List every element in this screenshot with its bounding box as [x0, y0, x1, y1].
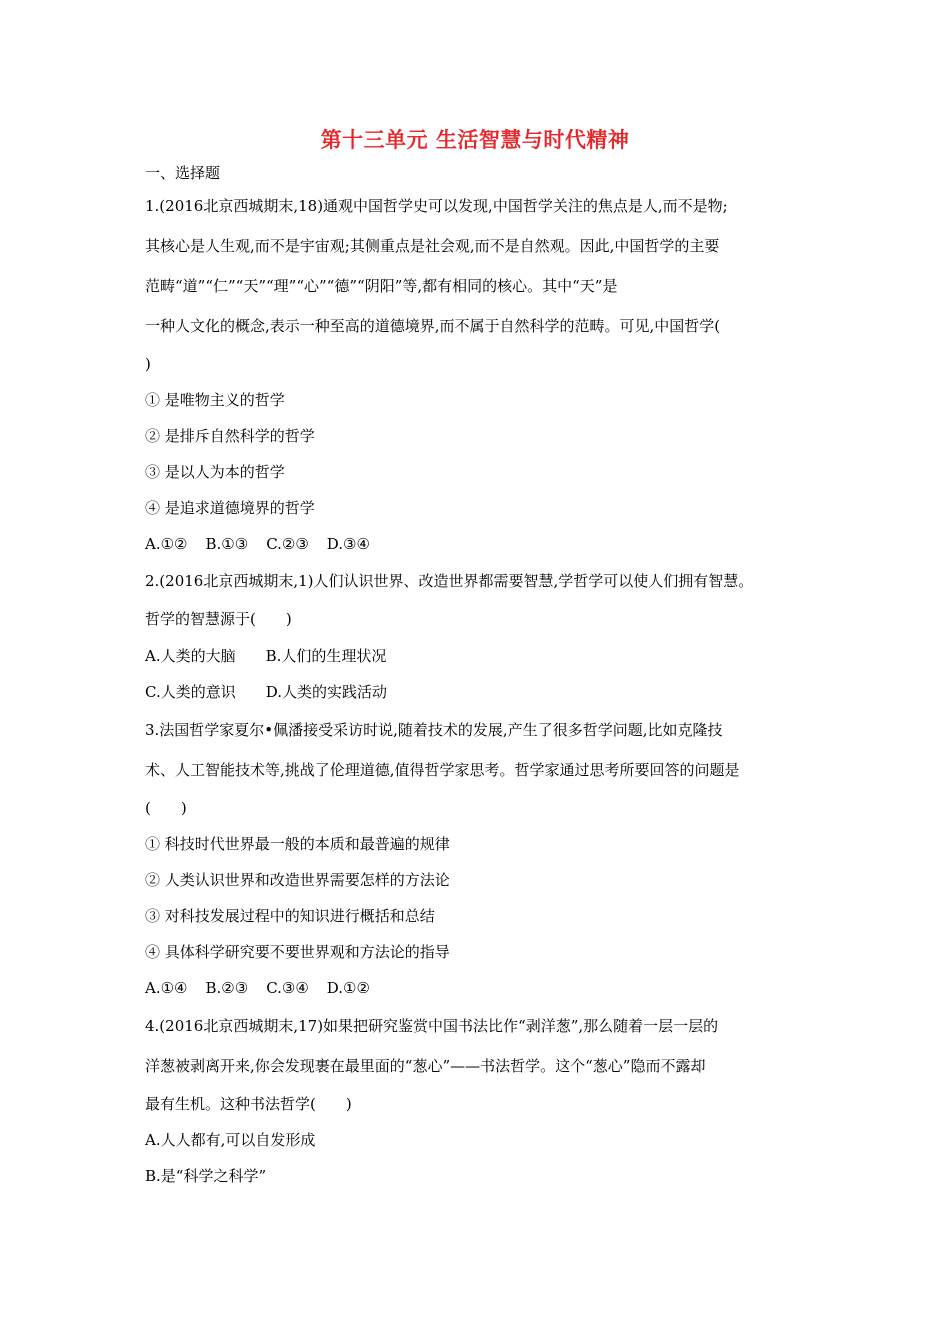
question-text-line: 其核心是人生观,而不是宇宙观;其侧重点是社会观,而不是自然观。因此,中国哲学的主要	[145, 237, 720, 255]
option-a: A.人类的大脑	[145, 647, 236, 665]
question-text-line: )	[145, 355, 151, 373]
statement-item: ② 人类认识世界和改造世界需要怎样的方法论	[145, 871, 450, 889]
option-d: D.③④	[326, 535, 370, 553]
question-text-line: 洋葱被剥离开来,你会发现裹在最里面的“葱心”——书法哲学。这个“葱心”隐而不露却	[145, 1057, 706, 1075]
option-c: C.③④	[266, 979, 309, 997]
question-text-line: 最有生机。这种书法哲学( )	[145, 1095, 352, 1113]
option-a: A.①②	[145, 535, 188, 553]
question-content	[145, 160, 825, 1194]
option-c: C.②③	[266, 535, 309, 553]
question-4	[145, 1006, 825, 1194]
question-3	[145, 710, 825, 1006]
statement-item: ③ 对科技发展过程中的知识进行概括和总结	[145, 907, 435, 925]
answer-options-row	[145, 674, 825, 710]
statement-item: ④ 具体科学研究要不要世界观和方法论的指导	[145, 943, 450, 961]
option-b: B.人们的生理状况	[265, 647, 387, 665]
question-text-line: ( )	[145, 799, 187, 817]
statement-item: ② 是排斥自然科学的哲学	[145, 427, 315, 445]
answer-options-row	[145, 638, 825, 674]
question-text-line: 4.(2016北京西城期末,17)如果把研究鉴赏中国书法比作“剥洋葱”,那么随着一层一层的	[145, 1017, 719, 1035]
answer-options	[145, 970, 825, 1006]
statement-item: ③ 是以人为本的哲学	[145, 463, 285, 481]
option-b: B.是“科学之科学”	[145, 1167, 267, 1185]
question-text-line: 哲学的智慧源于( )	[145, 610, 292, 628]
option-d: D.①②	[326, 979, 370, 997]
option-a: A.①④	[145, 979, 188, 997]
option-a: A.人人都有,可以自发形成	[145, 1131, 316, 1149]
statement-item: ④ 是追求道德境界的哲学	[145, 499, 315, 517]
question-text-line: 一种人文化的概念,表示一种至高的道德境界,而不属于自然科学的范畴。可见,中国哲学(	[145, 317, 721, 335]
question-text-line: 范畴“道”“仁”“天”“理”“心”“德”“阴阳”等,都有相同的核心。其中“天”是	[145, 277, 618, 295]
question-2	[145, 562, 825, 710]
question-text-line: 1.(2016北京西城期末,18)通观中国哲学史可以发现,中国哲学关注的焦点是人,而不是物;	[145, 197, 728, 215]
page-title: 第十三单元 生活智慧与时代精神	[320, 127, 630, 152]
option-d: D.人类的实践活动	[265, 683, 387, 701]
statement-item: ① 是唯物主义的哲学	[145, 391, 285, 409]
option-c: C.人类的意识	[145, 683, 236, 701]
option-b: B.①③	[205, 535, 249, 553]
section-heading: 一、选择题	[145, 164, 221, 182]
answer-options	[145, 526, 825, 562]
statement-item: ① 科技时代世界最一般的本质和最普遍的规律	[145, 835, 450, 853]
question-1	[145, 186, 825, 562]
question-text-line: 3.法国哲学家夏尔•佩潘接受采访时说,随着技术的发展,产生了很多哲学问题,比如克隆技	[145, 721, 723, 739]
question-text-line: 2.(2016北京西城期末,1)人们认识世界、改造世界都需要智慧,学哲学可以使人们拥有智慧。	[145, 572, 754, 590]
option-b: B.②③	[205, 979, 249, 997]
question-text-line: 术、人工智能技术等,挑战了伦理道德,值得哲学家思考。哲学家通过思考所要回答的问题是	[145, 761, 740, 779]
